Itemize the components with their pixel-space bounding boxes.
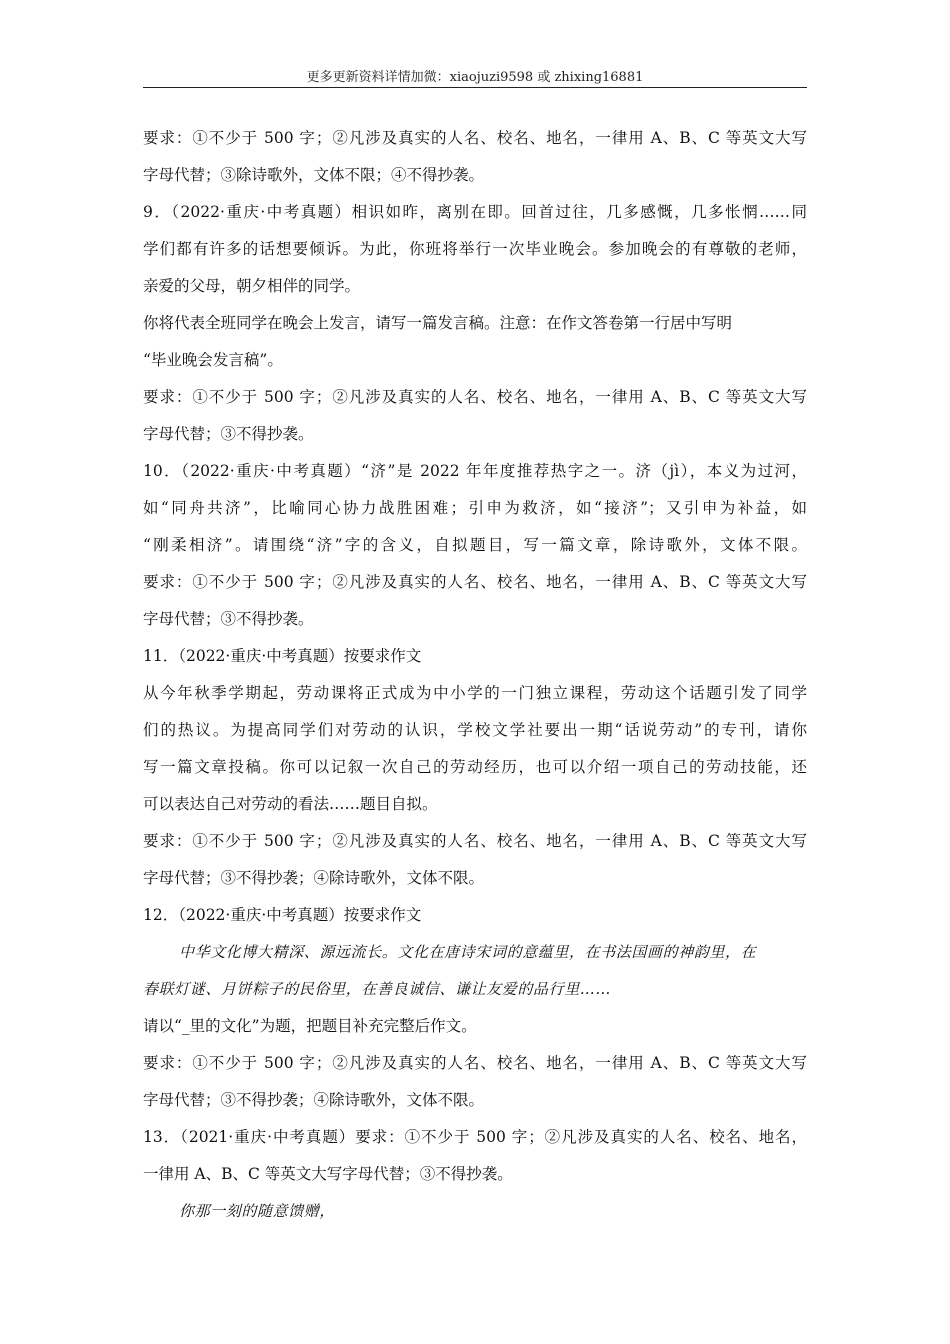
requirement-line: 要求：①不少于 500 字；②凡涉及真实的人名、校名、地名，一律用 A、B、C 等英文大写 <box>143 388 807 406</box>
question-9-line: 亲爱的父母，朝夕相伴的同学。 <box>143 277 361 295</box>
page-header: 更多更新资料详情加微：xiaojuzi9598 或 zhixing16881 <box>306 70 644 85</box>
requirement-line: 字母代替；③不得抄袭；④除诗歌外，文体不限。 <box>143 869 485 887</box>
question-13-quote: 你那一刻的随意馈赠， <box>179 1202 336 1220</box>
header-rule <box>143 87 807 88</box>
document-body <box>143 120 807 1230</box>
requirement-line: 字母代替；③不得抄袭；④除诗歌外，文体不限。 <box>143 1091 485 1109</box>
question-9-line: 你将代表全班同学在晚会上发言，请写一篇发言稿。注意：在作文答卷第一行居中写明 <box>143 314 733 332</box>
requirement-line: 要求：①不少于 500 字；②凡涉及真实的人名、校名、地名，一律用 A、B、C 等英文大写 <box>143 573 807 591</box>
question-10-line: 如“同舟共济”，比喻同心协力战胜困难；引申为救济，如“接济”；又引申为补益，如 <box>143 499 807 517</box>
requirement-line: 要求：①不少于 500 字；②凡涉及真实的人名、校名、地名，一律用 A、B、C 等英文大写 <box>143 832 807 850</box>
question-12-line: 请以“_里的文化”为题，把题目补充完整后作文。 <box>143 1017 477 1035</box>
question-9-line: 9．（2022·重庆·中考真题）相识如昨，离别在即。回首过往，几多感慨，几多怅惘……同 <box>143 203 807 221</box>
requirement-line: 字母代替；③不得抄袭。 <box>143 610 314 628</box>
question-11-line: 写一篇文章投稿。你可以记叙一次自己的劳动经历，也可以介绍一项自己的劳动技能，还 <box>143 758 807 776</box>
question-12-quote: 春联灯谜、月饼粽子的民俗里，在善良诚信、谦让友爱的品行里…… <box>143 980 612 998</box>
question-11-line: 可以表达自己对劳动的看法……题目自拟。 <box>143 795 438 813</box>
question-11-line: 11．（2022·重庆·中考真题）按要求作文 <box>143 647 422 665</box>
question-13-line: 13．（2021·重庆·中考真题）要求：①不少于 500 字；②凡涉及真实的人名、校名、地名， <box>143 1128 807 1146</box>
question-11-line: 们的热议。为提高同学们对劳动的认识，学校文学社要出一期“话说劳动”的专刊，请你 <box>143 721 807 739</box>
requirement-line: 要求：①不少于 500 字；②凡涉及真实的人名、校名、地名，一律用 A、B、C 等英文大写 <box>143 1054 807 1072</box>
question-12-line: 12．（2022·重庆·中考真题）按要求作文 <box>143 906 422 924</box>
question-10-line: “刚柔相济”。请围绕“济”字的含义，自拟题目，写一篇文章，除诗歌外，文体不限。 <box>143 536 807 554</box>
question-9-line: “毕业晚会发言稿”。 <box>143 351 283 369</box>
question-10-line: 10．（2022·重庆·中考真题）“济”是 2022 年年度推荐热字之一。济（jì），本义为过河， <box>143 462 807 480</box>
question-13-line: 一律用 A、B、C 等英文大写字母代替；③不得抄袭。 <box>143 1165 513 1183</box>
question-9-line: 学们都有许多的话想要倾诉。为此，你班将举行一次毕业晚会。参加晚会的有尊敬的老师， <box>143 240 807 258</box>
question-11-line: 从今年秋季学期起，劳动课将正式成为中小学的一门独立课程，劳动这个话题引发了同学 <box>143 684 807 702</box>
requirement-line: 要求：①不少于 500 字；②凡涉及真实的人名、校名、地名，一律用 A、B、C 等英文大写 <box>143 129 807 147</box>
requirement-line: 字母代替；③除诗歌外，文体不限；④不得抄袭。 <box>143 166 485 184</box>
question-12-quote: 中华文化博大精深、源远流长。文化在唐诗宋词的意蕴里，在书法国画的神韵里，在 <box>179 943 757 961</box>
requirement-line: 字母代替；③不得抄袭。 <box>143 425 314 443</box>
